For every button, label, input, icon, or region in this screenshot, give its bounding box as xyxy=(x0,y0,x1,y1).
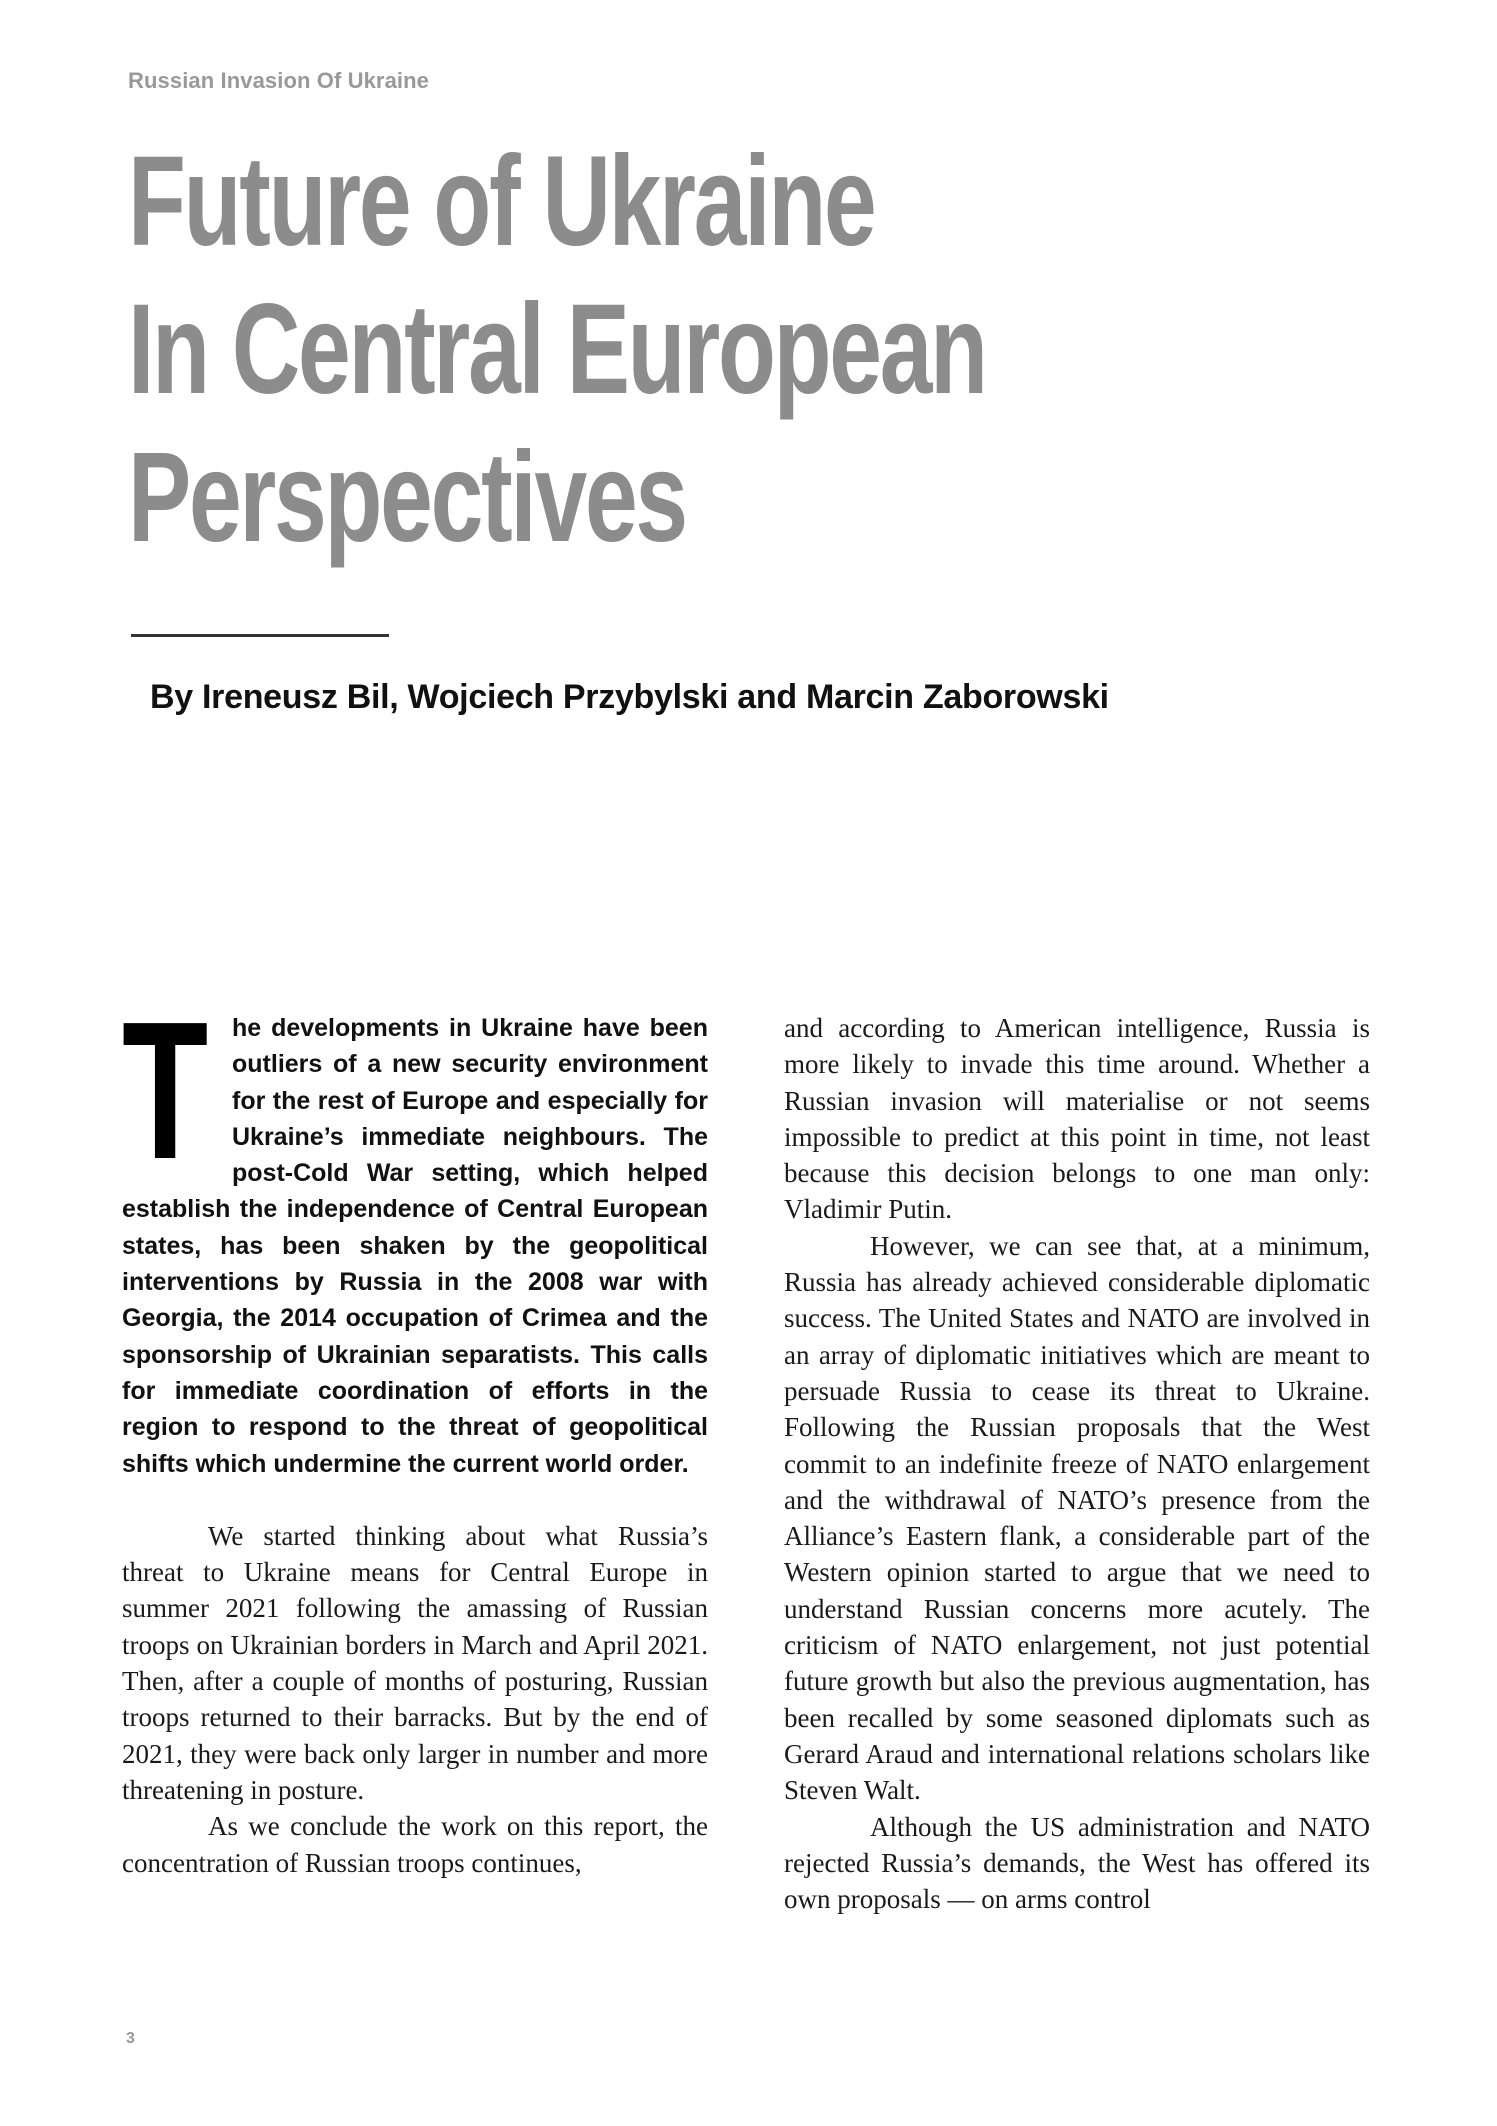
title-line-3: Perspectives xyxy=(128,426,686,569)
body-paragraph-continued: and according to American intelligence, Russia is more likely to invade this time around. Whether a Russian invasion will materialise or not seems impossible to predict at this point in time, not least because this decision belongs to one man only: Vladimir Putin. xyxy=(784,1013,1370,1225)
body-paragraph: However, we can see that, at a minimum, Russia has already achieved considerable diplomatic success. The United States and NATO are involved in an array of diplomatic initiatives which are meant to persuade Russia to cease its threat to Ukraine. Following the Russian proposals that the West commit to an indefinite freeze of NATO enlargement and the withdrawal of NATO’s presence from the Alliance’s Eastern flank, a considerable part of the Western opinion started to argue that we need to understand Russian concerns more acutely. The criticism of NATO enlargement, not just potential future growth but also the previous augmentation, has been recalled by some seasoned diplomats such as Gerard Araud and international relations scholars like Steven Walt. xyxy=(784,1230,1370,1806)
article-title xyxy=(128,128,1016,572)
paragraph-gap xyxy=(122,1482,708,1518)
title-divider xyxy=(131,634,389,637)
lead-text: he developments in Ukraine have been outliers of a new security environment for the rest of Europe and especially for Ukraine’s immediate neighbours. The post-Cold War setting, which helped establish the independence of Central European states, has been shaken by the geopolitical interventions by Russia in the 2008 war with Georgia, the 2014 occupation of Crimea and the sponsorship of Ukrainian separatists. This calls for immediate coordination of efforts in the region to respond to the threat of geopolitical shifts which undermine the current world order. xyxy=(122,1014,708,1478)
byline: By Ireneusz Bil, Wojciech Przybylski and Marcin Zaborowski xyxy=(150,678,1109,716)
page-number: 3 xyxy=(126,2030,135,2047)
title-line-1: Future of Ukraine xyxy=(128,130,875,273)
title-line-2: In Central European xyxy=(128,278,986,421)
column-right xyxy=(784,1010,1370,1917)
column-left xyxy=(122,981,708,1881)
body-paragraph: As we conclude the work on this report, the concentration of Russian troops continues, xyxy=(122,1811,708,1878)
lead-paragraph xyxy=(122,981,708,1482)
drop-cap: T xyxy=(122,981,209,1200)
body-paragraph: Although the US administration and NATO rejected Russia’s demands, the West has offered its own proposals — on arms control xyxy=(784,1811,1370,1915)
running-header: Russian Invasion Of Ukraine xyxy=(128,68,430,93)
body-paragraph: We started thinking about what Russia’s threat to Ukraine means for Central Europe in summer 2021 following the amassing of Russian troops on Ukrainian borders in March and April 2021. Then, after a couple of months of posturing, Russian troops returned to their barracks. But by the end of 2021, they were back only larger in number and more threatening in posture. xyxy=(122,1520,708,1805)
